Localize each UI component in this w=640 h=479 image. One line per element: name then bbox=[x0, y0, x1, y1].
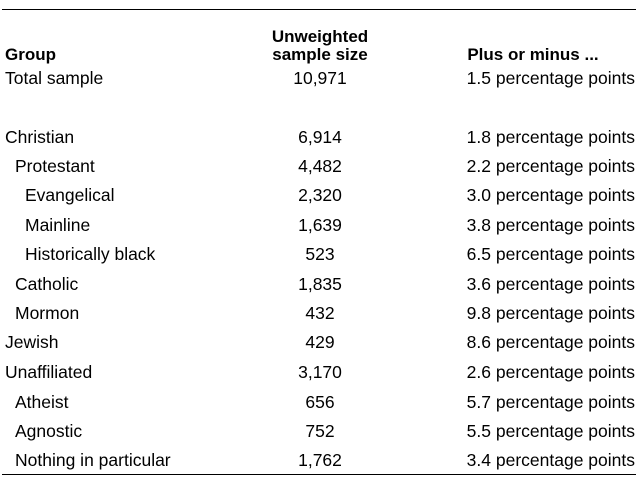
table-row bbox=[0, 446, 640, 475]
row-sample-size: 3,170 bbox=[298, 362, 342, 382]
table-row bbox=[0, 299, 640, 328]
row-group: Jewish bbox=[5, 332, 59, 352]
table-row bbox=[0, 388, 640, 417]
row-sample-size: 1,639 bbox=[298, 215, 342, 235]
table-row bbox=[0, 123, 640, 152]
table-row bbox=[0, 64, 640, 93]
table-row bbox=[0, 417, 640, 446]
row-group: Unaffiliated bbox=[5, 362, 93, 382]
row-margin-of-error: 3.6 percentage points bbox=[466, 274, 635, 294]
table-row bbox=[0, 240, 640, 269]
row-sample-size: 6,914 bbox=[298, 127, 342, 147]
row-margin-of-error: 5.7 percentage points bbox=[466, 392, 635, 412]
table-row bbox=[0, 181, 640, 210]
header-sample-size bbox=[230, 28, 410, 64]
row-sample-size: 656 bbox=[305, 392, 335, 412]
table-header bbox=[0, 24, 640, 68]
row-group: Nothing in particular bbox=[15, 450, 171, 470]
table-row bbox=[0, 152, 640, 181]
header-group: Group bbox=[5, 45, 56, 64]
row-sample-size: 1,762 bbox=[298, 450, 342, 470]
row-margin-of-error: 2.2 percentage points bbox=[466, 156, 635, 176]
header-margin-of-error: Plus or minus ... bbox=[467, 45, 599, 64]
row-margin-of-error: 3.8 percentage points bbox=[466, 215, 635, 235]
row-margin-of-error: 1.5 percentage points bbox=[466, 68, 635, 88]
table-row bbox=[0, 270, 640, 299]
row-sample-size: 752 bbox=[305, 421, 335, 441]
row-margin-of-error: 6.5 percentage points bbox=[466, 244, 635, 264]
row-margin-of-error: 8.6 percentage points bbox=[466, 332, 635, 352]
top-rule bbox=[2, 9, 636, 10]
row-sample-size: 523 bbox=[305, 244, 335, 264]
row-group: Christian bbox=[5, 127, 75, 147]
row-margin-of-error: 1.8 percentage points bbox=[466, 127, 635, 147]
table-row bbox=[0, 211, 640, 240]
table-row bbox=[0, 358, 640, 387]
row-group: Evangelical bbox=[25, 185, 115, 205]
row-sample-size: 2,320 bbox=[298, 185, 342, 205]
row-margin-of-error: 9.8 percentage points bbox=[466, 303, 635, 323]
row-group: Atheist bbox=[15, 392, 69, 412]
row-group: Mainline bbox=[25, 215, 91, 235]
row-group: Catholic bbox=[15, 274, 79, 294]
row-sample-size: 1,835 bbox=[298, 274, 342, 294]
table-row bbox=[0, 328, 640, 357]
row-margin-of-error: 3.4 percentage points bbox=[466, 450, 635, 470]
row-margin-of-error: 3.0 percentage points bbox=[466, 185, 635, 205]
row-sample-size: 429 bbox=[305, 332, 335, 352]
row-sample-size: 432 bbox=[305, 303, 335, 323]
row-margin-of-error: 5.5 percentage points bbox=[466, 421, 635, 441]
header-sample-line2: sample size bbox=[272, 45, 368, 64]
row-sample-size: 10,971 bbox=[293, 68, 347, 88]
row-group: Agnostic bbox=[15, 421, 83, 441]
row-sample-size: 4,482 bbox=[298, 156, 342, 176]
header-sample-line1: Unweighted bbox=[271, 27, 369, 46]
row-group: Historically black bbox=[25, 244, 156, 264]
bottom-rule bbox=[2, 474, 636, 475]
row-group: Total sample bbox=[5, 68, 104, 88]
row-group: Mormon bbox=[15, 303, 80, 323]
row-group: Protestant bbox=[15, 156, 95, 176]
row-margin-of-error: 2.6 percentage points bbox=[466, 362, 635, 382]
